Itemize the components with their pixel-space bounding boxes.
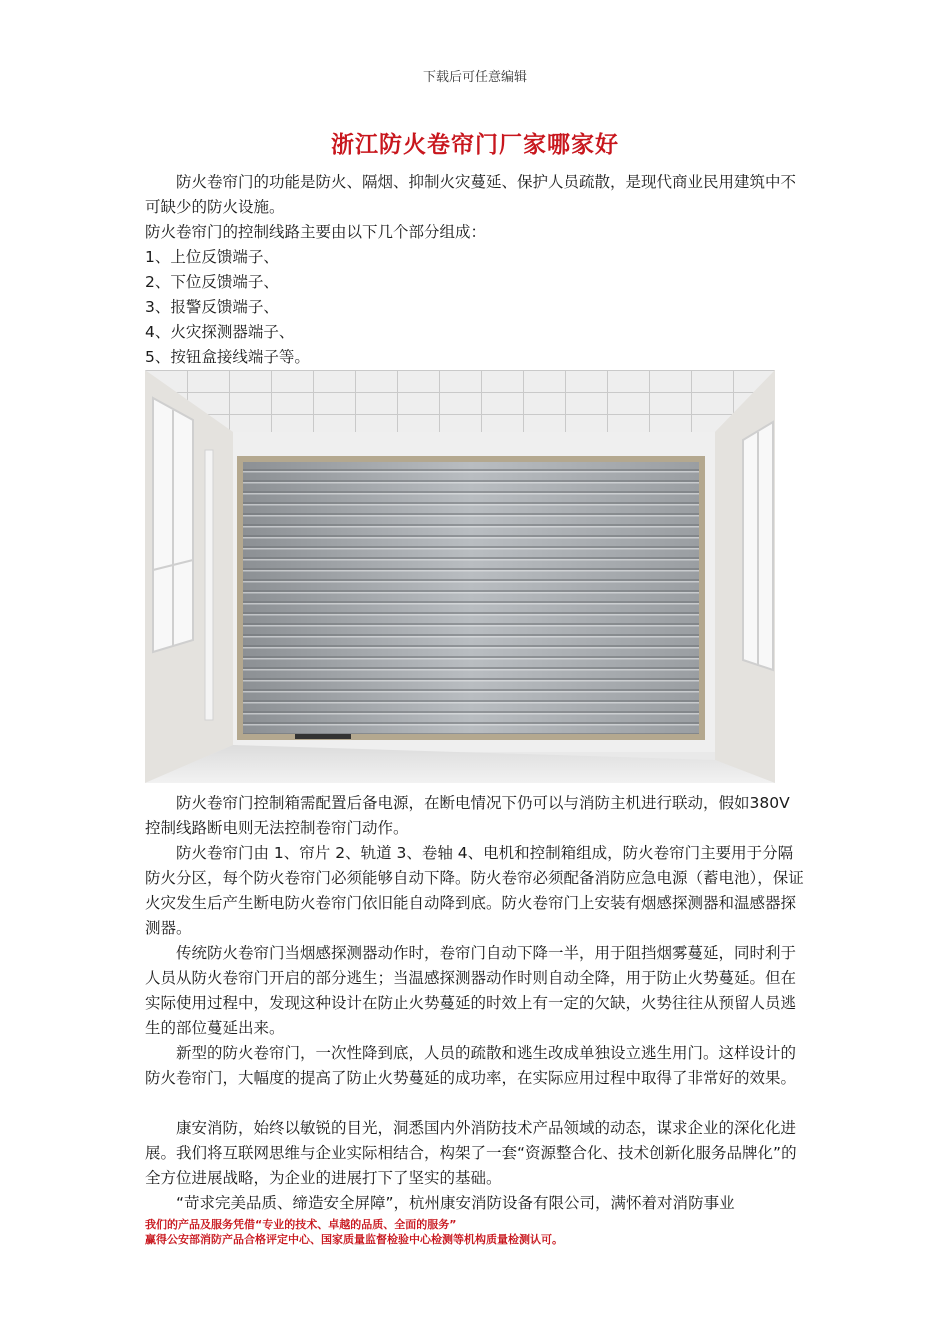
intro-paragraph: 防火卷帘门的功能是防火、隔烟、抑制火灾蔓延、保护人员疏散，是现代商业民用建筑中不可缺少的防火设施。	[145, 173, 797, 216]
components-heading: 防火卷帘门的控制线路主要由以下几个部分组成：	[145, 223, 487, 241]
page-header-note: 下载后可任意编辑	[422, 70, 527, 85]
list-item: 2、下位反馈端子、	[145, 273, 279, 291]
body-paragraph: “苛求完美品质、缔造安全屏障”，杭州康安消防设备有限公司，满怀着对消防事业	[176, 1194, 735, 1212]
body-paragraph: 防火卷帘门由 1、帘片 2、轨道 3、卷轴 4、电机和控制箱组成，防火卷帘门主要用于分隔防火分区，每个防火卷帘门必须能够自动下降。防火卷帘必须配备消防应急电源（蓄电池），保证火灾发生后产生断电防火卷帘门依旧能自动降到底。防火卷帘门上安装有烟感探测器和温感器探测器。	[145, 844, 804, 937]
footer-certification: 赢得公安部消防产品合格评定中心、国家质量监督检验中心检测等机构质量检测认可。	[145, 1233, 563, 1246]
rolling-shutter-door-photo	[145, 370, 775, 783]
page-title: 浙江防火卷帘门厂家哪家好	[331, 132, 619, 158]
body-paragraph: 传统防火卷帘门当烟感探测器动作时，卷帘门自动下降一半，用于阻挡烟雾蔓延，同时利于人员从防火卷帘门开启的部分逃生；当温感探测器动作时则自动全降，用于防止火势蔓延。但在实际使用过程中，发现这种设计在防止火势蔓延的时效上有一定的欠缺，火势往往从预留人员逃生的部位蔓延出来。	[145, 944, 797, 1037]
footer-slogan: 我们的产品及服务凭借“专业的技术、卓越的品质、全面的服务”	[145, 1218, 457, 1231]
body-paragraph: 康安消防，始终以敏锐的目光，洞悉国内外消防技术产品领域的动态，谋求企业的深化化进展。我们将互联网思维与企业实际相结合，构架了一套“资源整合化、技术创新化服务品牌化”的全方位进展战略，为企业的进展打下了坚实的基础。	[145, 1119, 797, 1187]
list-item: 1、上位反馈端子、	[145, 248, 279, 266]
list-item: 3、报警反馈端子、	[145, 298, 279, 316]
list-item: 5、按钮盒接线端子等。	[145, 348, 310, 366]
list-item: 4、火灾探测器端子、	[145, 323, 295, 341]
body-paragraph: 防火卷帘门控制箱需配置后备电源，在断电情况下仍可以与消防主机进行联动，假如380V 控制线路断电则无法控制卷帘门动作。	[145, 794, 790, 837]
body-paragraph: 新型的防火卷帘门，一次性降到底，人员的疏散和逃生改成单独设立逃生用门。这样设计的防火卷帘门，大幅度的提高了防止火势蔓延的成功率，在实际应用过程中取得了非常好的效果。	[145, 1044, 797, 1087]
